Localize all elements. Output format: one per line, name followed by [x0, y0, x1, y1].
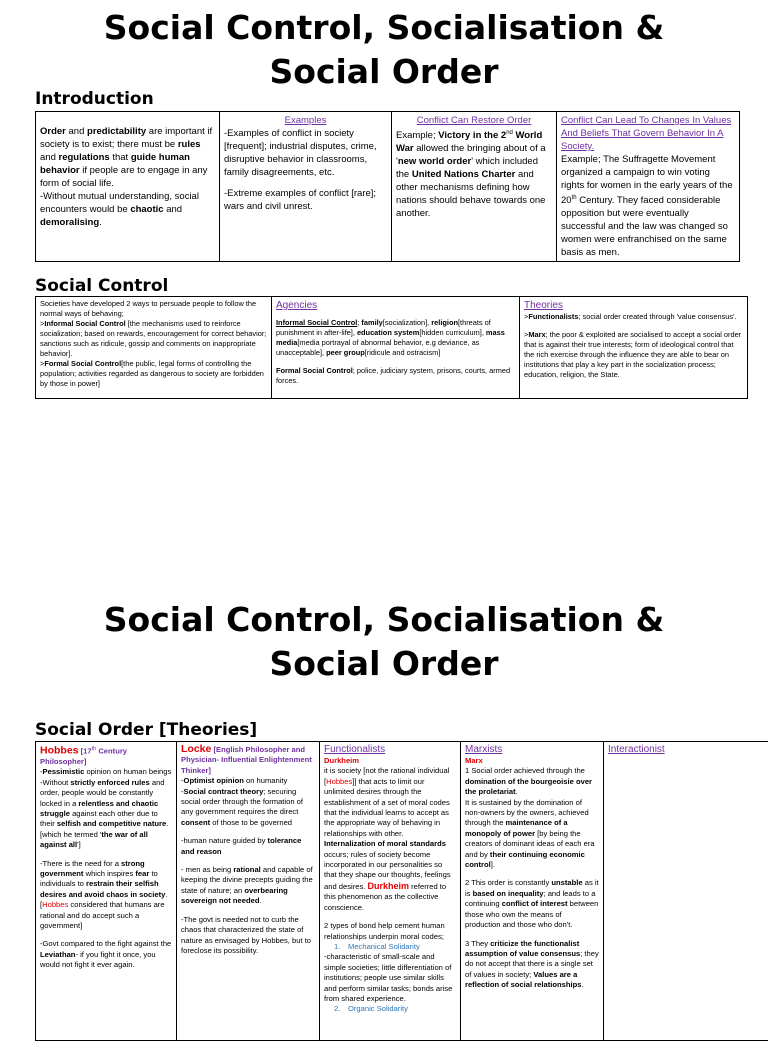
- control-cell-agencies: Agencies Informal Social Control; family[socialization], religion[threats of punishment in after-life], education system[hidden curriculum], mass media[media portrayal of abnormal behavior, e.g deviance, as unacceptable], peer group[ridicule and ostracism] Formal Social Control; police, judiciary system, prisons, courts, armed forces.: [272, 297, 520, 399]
- marx-label: Marx: [465, 756, 599, 766]
- functionalists-heading: Functionalists: [324, 744, 456, 756]
- interactionist-heading: Interactionist: [608, 744, 768, 756]
- intro-table: [35, 111, 740, 262]
- locke-name: Locke: [181, 743, 211, 755]
- changes-heading: Conflict Can Lead To Changes In Values And Beliefs That Govern Behavior In A Society.: [561, 114, 735, 153]
- social-control-heading: Social Control: [35, 276, 168, 296]
- intro-heading: Introduction: [35, 89, 154, 109]
- page2-title: Social Control, Socialisation & Social Order: [0, 598, 768, 686]
- intro-cell-order: Order and predictability are important if society is to exist; there must be rules and regulations that guide human behavior if people are to engage in any form of social life. -Without mutual understanding, social encounters would be chaotic and demoralising.: [36, 112, 220, 262]
- hobbes-name: Hobbes: [40, 745, 79, 757]
- control-cell-theories: Theories >Functionalists; social order created through 'value consensus'. >Marx; the poor & exploited are socialised to accept a social order that is against their true interests; form of ideological control that the rich exercise through the influence they are able to bear on institutions that play a key part in the socialization process; education, religion, the State.: [520, 297, 748, 399]
- intro-cell-restore-order: Conflict Can Restore Order Example; Victory in the 2nd World War allowed the bringing about of a 'new world order' which included the United Nations Charter and other mechanisms defining how nations should behave towards one another.: [392, 112, 557, 262]
- social-order-heading: Social Order [Theories]: [35, 720, 257, 740]
- intro-cell-examples: Examples -Examples of conflict in society [frequent]; industrial disputes, crime, disruptive behavior in classrooms, family disagreements, etc. -Extreme examples of conflict [rare]; wars and civil unrest.: [220, 112, 392, 262]
- marxists-heading: Marxists: [465, 744, 599, 756]
- examples-heading: Examples: [224, 114, 387, 127]
- order-cell-marxists: Marxists Marx 1 Social order achieved through the domination of the bourgeoisie over the proletariat. It is sustained by the domination of non-owners by the owners, achieved through the maintenance of a monopoly of power [by being the creators of dominant ideas of each era and by their continuing economic control]. 2 This order is constantly unstable as it is based on inequality; and leads to a continuing conflict of interest between those who own the means of production and those who don't. 3 They criticize the functionalist assumption of value consensus; they do not accept that there is a single set of values in society; Values are a reflection of social relationships.: [461, 742, 604, 1041]
- order-cell-locke: Locke [English Philosopher and Physician- Influential Enlightenment Thinker] -Optimist opinion on humanity -Social contract theory; securing social order through the formation of any government requires the direct consent of those to be governed -human nature guided by tolerance and reason - men as being rational and capable of keeping the divine precepts guiding the state of nature; an overbearing sovereign not needed. -The govt is needed not to curb the chaos that characterized the state of nature as envisaged by Hobbes, but to foreclose its possibility.: [177, 742, 320, 1041]
- order-cell-interactionist: [604, 742, 768, 1041]
- social-order-table: [35, 741, 768, 1041]
- durkheim-label: Durkheim: [324, 756, 456, 766]
- order-cell-hobbes: Hobbes [17th Century Philosopher] -Pessimistic opinion on human beings -Without strictly enforced rules and order, people would be constantly locked in a relentless and chaotic struggle against each other due to their selfish and competitive nature. [which he termed 'the war of all against all'] -There is the need for a strong government which inspires fear to individuals to restrain their selfish desires and avoid chaos in society. [Hobbes considered that humans are rational and do accept such a government] -Govt compared to the fight against the Leviathan- if you fight it once, you would not fight it ever again.: [36, 742, 177, 1041]
- control-cell-ways: Societies have developed 2 ways to persuade people to follow the normal ways of behaving; >Informal Social Control [the mechanisms used to reinforce socialization; based on rewards, encouragement for correct behavior; sanctions such as ridicule, gossip and comments on inappropriate behavior]. >Formal Social Control[the public, legal forms of controlling the population; activities regarded as dangerous to society are forbidden by those in power]: [36, 297, 272, 399]
- agencies-heading: Agencies: [276, 299, 515, 312]
- order-cell-functionalists: Functionalists Durkheim it is society [not the rational individual [Hobbes]] that acts to limit our unlimited desires through the establishment of a set of moral codes that the individual learns to accept as the appropriate way of behaving in relationships with other. Internalization of moral standards occurs; rules of society become incorporated in our personalities so that they shape our thoughts, feelings and desires. Durkheim referred to this phenomenon as the collective conscience. 2 types of bond help cement human relationships underpin moral codes; 1. Mechanical Solidarity -characteristic of small-scale and simple societies; little differentiation of institutions; people use similar skills and perform similar tasks; bonds arise from shared experience. 2. Organic Solidarity: [320, 742, 461, 1041]
- intro-cell-changes: Conflict Can Lead To Changes In Values And Beliefs That Govern Behavior In A Society. Example; The Suffragette Movement organized a campaign to win voting rights for women in the early years of the 20th Century. They faced considerable opposition but were eventually successful and the law was changed so women were enfranchised on the same basis as men.: [557, 112, 740, 262]
- page1-title: Social Control, Socialisation & Social Order: [0, 6, 768, 94]
- restore-order-heading: Conflict Can Restore Order: [396, 114, 552, 127]
- social-control-table: [35, 296, 748, 399]
- theories-heading: Theories: [524, 299, 743, 312]
